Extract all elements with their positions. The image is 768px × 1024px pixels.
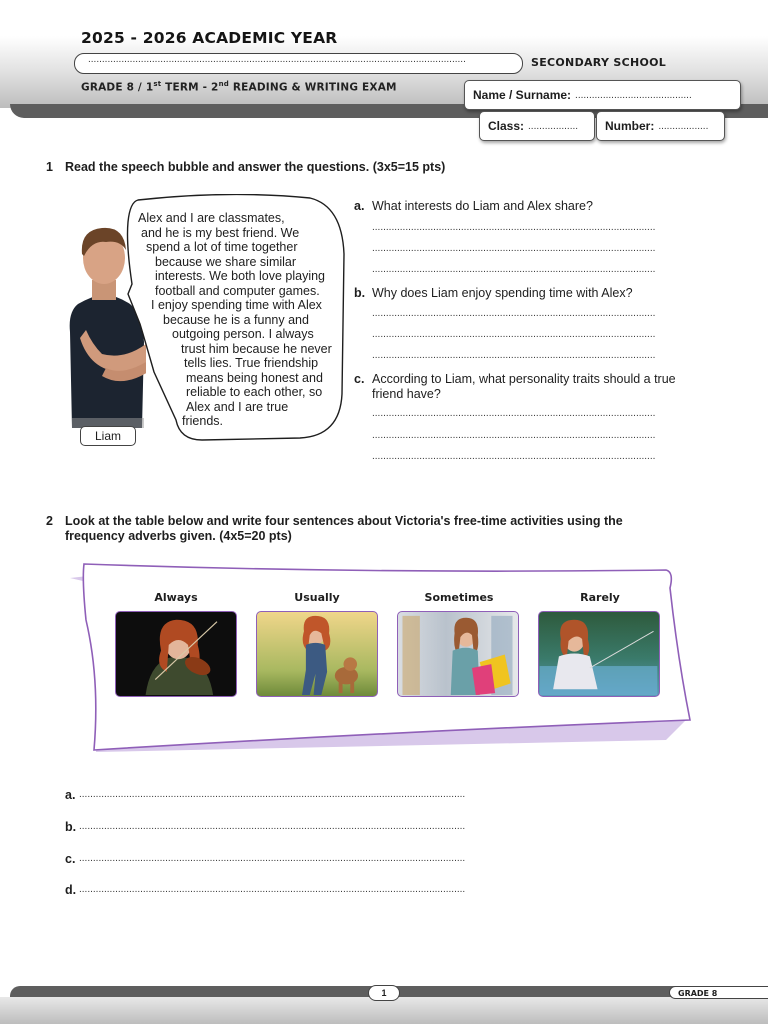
adverb-sometimes: Sometimes bbox=[424, 591, 494, 604]
speech-line: outgoing person. I always bbox=[172, 327, 314, 341]
answer-c-line[interactable]: ........................................................................................................................................... bbox=[79, 853, 466, 864]
school-label: SECONDARY SCHOOL bbox=[531, 56, 667, 69]
speech-line: football and computer games. bbox=[155, 283, 320, 298]
speech-line: trust him because he never bbox=[181, 341, 332, 356]
name-surname-field[interactable] bbox=[464, 80, 741, 110]
question-1a-letter: a. bbox=[354, 199, 365, 213]
speech-line: friends. bbox=[182, 414, 223, 428]
page-number: 1 bbox=[368, 985, 400, 1001]
shopping-picture bbox=[397, 611, 519, 697]
speech-line: because he is a funny and bbox=[163, 312, 309, 327]
answer-d-letter: d. bbox=[65, 883, 77, 897]
question-1a-text: What interests do Liam and Alex share? bbox=[372, 199, 593, 213]
number-label: Number: bbox=[605, 119, 655, 133]
speech-line: Alex and I are classmates, bbox=[138, 211, 285, 225]
answer-line[interactable]: ...................................................................................................... bbox=[372, 451, 656, 462]
answer-line[interactable]: ...................................................................................................... bbox=[372, 350, 656, 361]
footer-grade: GRADE 8 bbox=[669, 986, 768, 999]
question-1c-text: According to Liam, what personality traits should a true friend have? bbox=[372, 372, 676, 401]
question-1b-letter: b. bbox=[354, 286, 366, 300]
speech-line: reliable to each other, so bbox=[186, 385, 323, 399]
speech-line: tells lies. True friendship bbox=[184, 356, 319, 370]
speech-line: means being honest and bbox=[186, 370, 323, 385]
speech-line: and he is my best friend. We bbox=[141, 225, 300, 240]
speech-line: I enjoy spending time with Alex bbox=[151, 298, 322, 312]
question-1-instruction: Read the speech bubble and answer the questions. (3x5=15 pts) bbox=[65, 160, 446, 174]
question-1b-text: Why does Liam enjoy spending time with Alex? bbox=[372, 286, 633, 300]
class-field[interactable] bbox=[479, 111, 595, 141]
number-field[interactable] bbox=[596, 111, 725, 141]
dog-walk-picture bbox=[256, 611, 378, 697]
number-dots: .................. bbox=[658, 120, 709, 132]
speech-line: interests. We both love playing bbox=[155, 269, 326, 283]
violin-picture bbox=[115, 611, 237, 697]
answer-line[interactable]: ...................................................................................................... bbox=[372, 308, 656, 319]
speech-line: Alex and I are true bbox=[186, 399, 289, 414]
liam-name-tag: Liam bbox=[80, 426, 136, 446]
answer-line[interactable]: ...................................................................................................... bbox=[372, 243, 656, 254]
name-surname-label: Name / Surname: bbox=[473, 88, 572, 102]
footer-background bbox=[0, 997, 768, 1024]
answer-line[interactable]: ...................................................................................................... bbox=[372, 222, 656, 233]
fishing-picture bbox=[538, 611, 660, 697]
answer-line[interactable]: ...................................................................................................... bbox=[372, 264, 656, 275]
exam-title: 2025 - 2026 ACADEMIC YEAR bbox=[81, 29, 338, 47]
question-1-number: 1 bbox=[46, 160, 53, 174]
adverb-always: Always bbox=[154, 591, 198, 604]
answer-d-line[interactable]: ........................................................................................................................................... bbox=[79, 884, 466, 895]
answer-a-line[interactable]: ........................................................................................................................................... bbox=[79, 789, 466, 800]
answer-c-letter: c. bbox=[65, 852, 76, 866]
exam-subtitle: GRADE 8 / 1st TERM - 2nd READING & WRITING EXAM bbox=[81, 80, 397, 94]
speech-line: spend a lot of time together bbox=[146, 240, 298, 254]
answer-a-letter: a. bbox=[65, 788, 76, 802]
question-2-number: 2 bbox=[46, 514, 53, 528]
school-name-dots: ........................................................................................................................................ bbox=[88, 54, 466, 65]
adverb-usually: Usually bbox=[294, 591, 340, 604]
answer-b-letter: b. bbox=[65, 820, 77, 834]
answer-line[interactable]: ...................................................................................................... bbox=[372, 430, 656, 441]
class-label: Class: bbox=[488, 119, 525, 133]
question-1c-letter: c. bbox=[354, 372, 365, 386]
question-2-instruction: Look at the table below and write four sentences about Victoria's free-time activities using the frequency adverbs given. (4x5=20 pts) bbox=[65, 514, 623, 543]
answer-line[interactable]: ...................................................................................................... bbox=[372, 329, 656, 340]
speech-line: because we share similar bbox=[155, 254, 297, 269]
answer-b-line[interactable]: ........................................................................................................................................... bbox=[79, 821, 466, 832]
answer-line[interactable]: ...................................................................................................... bbox=[372, 408, 656, 419]
adverb-rarely: Rarely bbox=[580, 591, 620, 604]
class-dots: .................. bbox=[528, 120, 579, 132]
name-surname-dots: .......................................... bbox=[575, 89, 692, 101]
